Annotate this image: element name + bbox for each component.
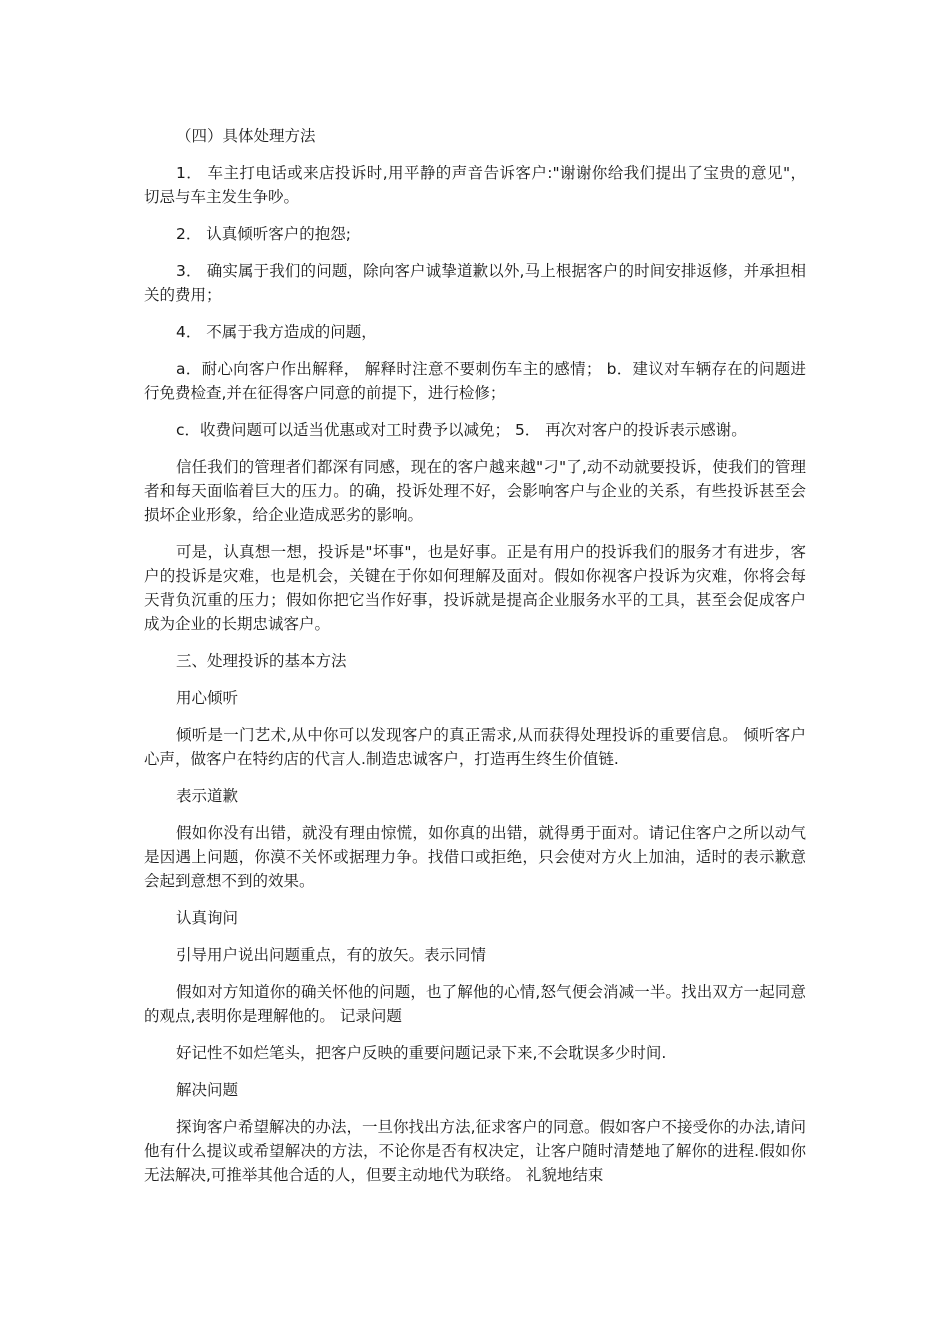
- list-item-1: 1． 车主打电话或来店投诉时,用平静的声音告诉客户:"谢谢你给我们提出了宝贵的意见"， 切忌与车主发生争吵。: [144, 164, 806, 206]
- list-item-2: 2． 认真倾听客户的抱怨;: [176, 225, 352, 243]
- paragraph-listen: 倾听是一门艺术,从中你可以发现客户的真正需求,从而获得处理投诉的重要信息。 倾听客户心声，做客户在特约店的代言人.制造忠诚客户，打造再生终生价值链.: [144, 726, 806, 768]
- paragraph-complaints-good-thing: 可是，认真想一想，投诉是"坏事"，也是好事。正是有用户的投诉我们的服务才有进步，客户的投诉是灾难，也是机会，关键在于你如何理解及面对。假如你视客户投诉为灾难，你将会每天背负沉重的压力；假如你把它当作好事，投诉就是提高企业服务水平的工具，甚至会促成客户成为企业的长期忠诚客户。: [144, 543, 806, 633]
- subheading-inquire: 认真询问: [176, 909, 239, 927]
- document-body: [144, 124, 806, 1200]
- list-item-3: 3． 确实属于我们的问题，除向客户诚挚道歉以外,马上根据客户的时间安排返修，并承担相关的费用；: [144, 262, 806, 304]
- paragraph-sympathy: 假如对方知道你的确关怀他的问题，也了解他的心情,怒气便会消减一半。找出双方一起同意的观点,表明你是理解他的。 记录问题: [144, 983, 806, 1025]
- sub-item-a-b: a．耐心向客户作出解释， 解释时注意不要刺伤车主的感情； b．建议对车辆存在的问题进行免费检查,并在征得客户同意的前提下，进行检修；: [144, 360, 806, 402]
- paragraph-apologize: 假如你没有出错，就没有理由惊慌，如你真的出错，就得勇于面对。请记住客户之所以动气是因遇上问题，你漠不关怀或据理力争。找借口或拒绝，只会使对方火上加油，适时的表示歉意会起到意想不到的效果。: [144, 824, 806, 890]
- section-heading-specific-methods: （四）具体处理方法: [176, 127, 316, 145]
- subheading-solve: 解决问题: [176, 1081, 239, 1099]
- paragraph-managers: 信任我们的管理者们都深有同感，现在的客户越来越"刁"了,动不动就要投诉，使我们的管理者和每天面临着巨大的压力。的确，投诉处理不好，会影响客户与企业的关系，有些投诉甚至会损坏企业形象，给企业造成恶劣的影响。: [144, 458, 806, 524]
- paragraph-record: 好记性不如烂笔头，把客户反映的重要问题记录下来,不会耽误多少时间.: [176, 1044, 667, 1062]
- paragraph-solve: 探询客户希望解决的办法，一旦你找出方法,征求客户的同意。假如客户不接受你的办法,请问他有什么提议或希望解决的方法，不论你是否有权决定，让客户随时清楚地了解你的进程.假如你无法解决,可推举其他合适的人，但要主动地代为联络。 礼貌地结束: [144, 1118, 806, 1184]
- section-heading-basic-methods: 三、处理投诉的基本方法: [176, 652, 347, 670]
- subheading-listen: 用心倾听: [176, 689, 239, 707]
- paragraph-inquire: 引导用户说出问题重点，有的放矢。表示同情: [176, 946, 487, 964]
- sub-item-c-5: c．收费问题可以适当优惠或对工时费予以减免； 5． 再次对客户的投诉表示感谢。: [176, 421, 747, 439]
- list-item-4: 4． 不属于我方造成的问题，: [176, 323, 377, 341]
- subheading-apologize: 表示道歉: [176, 787, 239, 805]
